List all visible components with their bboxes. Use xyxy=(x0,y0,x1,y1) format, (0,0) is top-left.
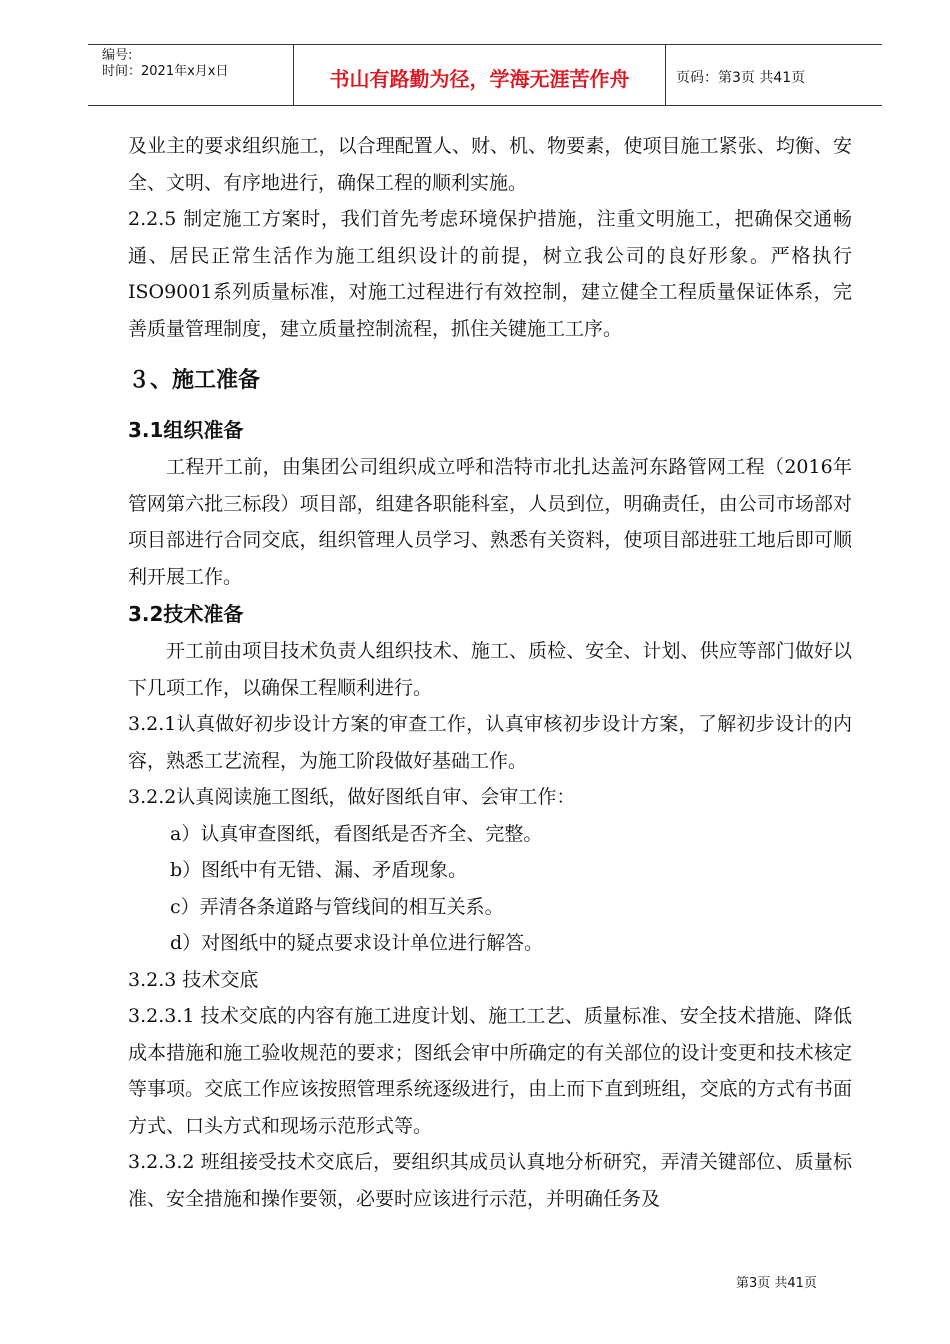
list-item: c）弄清各条道路与管线间的相互关系。 xyxy=(170,895,504,918)
subsection-heading: 3.1组织准备 xyxy=(128,418,244,442)
section-heading: ３、施工准备 xyxy=(128,368,261,393)
list-item: a）认真审查图纸，看图纸是否齐全、完整。 xyxy=(170,822,543,845)
paragraph: 及业主的要求组织施工，以合理配置人、财、机、物要素，使项目施工紧张、均衡、安全、文明、有序地进行，确保工程的顺利实施。 xyxy=(128,135,852,194)
list-item: d）对图纸中的疑点要求设计单位进行解答。 xyxy=(170,932,544,954)
paragraph: 2.2.5 制定施工方案时，我们首先考虑环境保护措施，注重文明施工，把确保交通畅通、居民正常生活作为施工组织设计的前提，树立我公司的良好形象。严格执行ISO9001系列质量标准，对施工过程进行有效控制，建立健全工程质量保证体系，完善质量管理制度，建立质量控制流程，抓住关键施工工序。 xyxy=(128,208,852,340)
header-meta xyxy=(88,45,294,105)
subsection-heading: 3.2技术准备 xyxy=(128,602,244,626)
page-footer: 第3页 共41页 xyxy=(736,1276,817,1291)
document-number-label: 编号: xyxy=(102,48,133,63)
paragraph: 3.2.3.2 班组接受技术交底后，要组织其成员认真地分析研究，弄清关键部位、质量标准、安全措施和操作要领，必要时应该进行示范，并明确任务及 xyxy=(128,1151,852,1210)
paragraph: 3.2.2认真阅读施工图纸，做好图纸自审、会审工作： xyxy=(128,786,576,808)
header-page-info: 页码：第3页 共41页 xyxy=(676,70,806,86)
paragraph: 3.2.3 技术交底 xyxy=(128,968,259,991)
page-header xyxy=(88,44,882,106)
paragraph: 3.2.3.1 技术交底的内容有施工进度计划、施工工艺、质量标准、安全技术措施、降低成本措施和施工验收规范的要求；图纸会审中所确定的有关部位的设计变更和技术核定等事项。交底工作应该按照管理系统逐级进行，由上而下直到班组，交底的方式有书面方式、口头方式和现场示范形式等。 xyxy=(128,1005,852,1137)
paragraph: 开工前由项目技术负责人组织技术、施工、质检、安全、计划、供应等部门做好以下几项工作，以确保工程顺利进行。 xyxy=(128,640,852,699)
document-body xyxy=(128,128,852,1217)
list-item: b）图纸中有无错、漏、矛盾现象。 xyxy=(170,859,468,881)
paragraph: 3.2.1认真做好初步设计方案的审查工作，认真审核初步设计方案，了解初步设计的内容，熟悉工艺流程，为施工阶段做好基础工作。 xyxy=(128,713,852,772)
document-time-label: 时间：2021年x月x日 xyxy=(102,64,229,79)
paragraph: 工程开工前，由集团公司组织成立呼和浩特市北扎达盖河东路管网工程（2016年管网第六批三标段）项目部，组建各职能科室，人员到位，明确责任，由公司市场部对项目部进行合同交底，组织管理人员学习、熟悉有关资料，使项目部进驻工地后即可顺利开展工作。 xyxy=(128,456,852,588)
header-motto: 书山有路勤为径，学海无涯苦作舟 xyxy=(294,45,666,105)
